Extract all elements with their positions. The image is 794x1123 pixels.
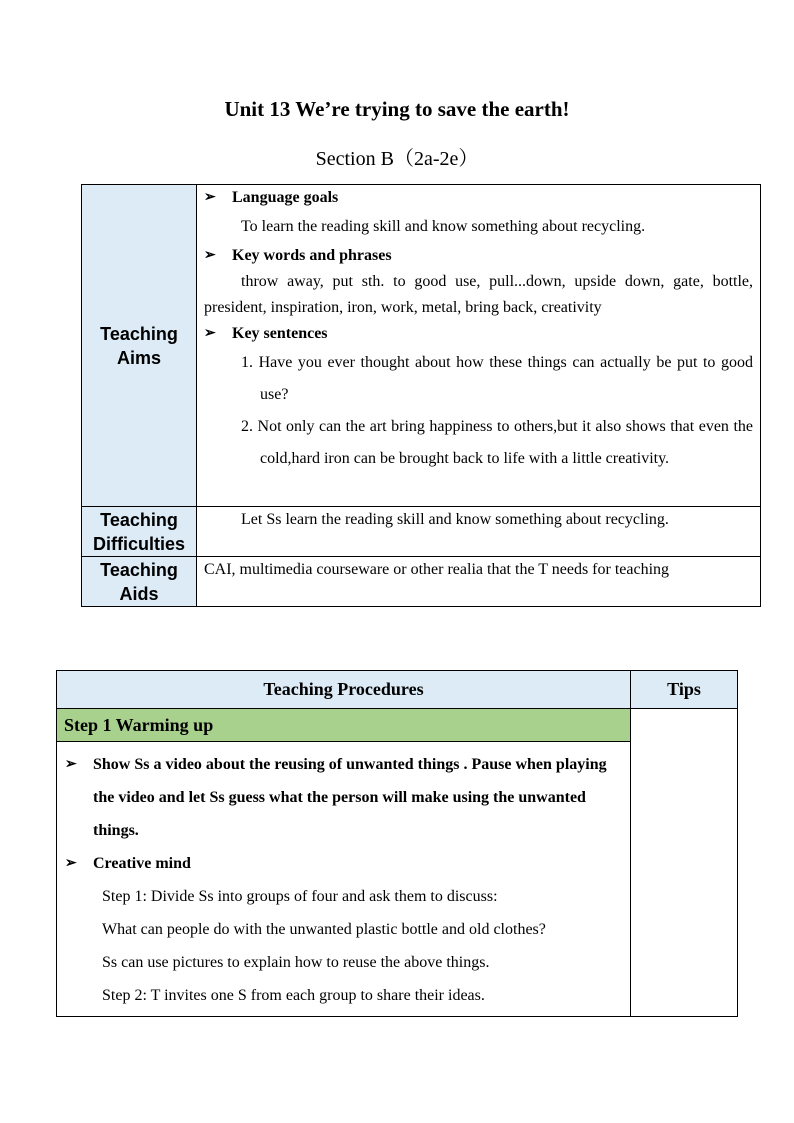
key-words-heading-row xyxy=(204,243,753,269)
creative-step-2-line: Step 2: T invites one S from each group to share their ideas. xyxy=(102,987,485,1004)
key-words-text: throw away, put sth. to good use, pull...down, upside down, gate, bottle, president, inspiration, iron, work, metal, bring back, creativity xyxy=(204,273,753,316)
arrow-bullet-icon: ➢ xyxy=(204,190,216,205)
key-sentence-2: 2. Not only can the art bring happiness to others,but it also shows that even the cold,hard iron can be brought back to life with a little creativity. xyxy=(241,418,753,467)
video-bullet-text: Show Ss a video about the reusing of unwanted things . Pause when playing the video and let Ss guess what the person will make using the unwanted things. xyxy=(93,756,607,839)
tips-header: Tips xyxy=(631,671,738,709)
key-sentences-heading-row xyxy=(204,321,753,347)
language-goals-heading-row xyxy=(204,185,753,211)
arrow-bullet-icon: ➢ xyxy=(65,856,77,871)
arrow-bullet-icon: ➢ xyxy=(204,326,216,341)
creative-pictures-line: Ss can use pictures to explain how to reuse the above things. xyxy=(102,954,490,971)
teaching-aids-text: CAI, multimedia courseware or other realia that the T needs for teaching xyxy=(204,561,670,578)
teaching-difficulties-label: Teaching Difficulties xyxy=(82,507,197,557)
key-words-heading: Key words and phrases xyxy=(232,247,392,264)
page-title: Unit 13 We’re trying to save the earth! xyxy=(224,97,570,121)
language-goals-text: To learn the reading skill and know something about recycling. xyxy=(241,218,646,235)
tips-cell xyxy=(631,709,738,1017)
creative-question-line: What can people do with the unwanted plastic bottle and old clothes? xyxy=(102,921,546,938)
teaching-aids-label: Teaching Aids xyxy=(82,557,197,607)
step-1-content xyxy=(57,742,631,1017)
step-1-heading: Step 1 Warming up xyxy=(57,709,631,742)
key-sentences-heading: Key sentences xyxy=(232,325,328,342)
teaching-aims-label: Teaching Aims xyxy=(82,185,197,507)
creative-mind-text: Creative mind xyxy=(93,855,191,872)
teaching-aims-table xyxy=(81,184,761,607)
arrow-bullet-icon: ➢ xyxy=(65,757,77,772)
teaching-aims-content xyxy=(197,185,761,507)
teaching-procedures-header: Teaching Procedures xyxy=(57,671,631,709)
language-goals-heading: Language goals xyxy=(232,189,339,206)
creative-step-1-line: Step 1: Divide Ss into groups of four and ask them to discuss: xyxy=(102,888,498,905)
key-sentence-1: 1. Have you ever thought about how these things can actually be put to good use? xyxy=(241,354,753,403)
section-subtitle: Section B（2a-2e） xyxy=(315,148,479,170)
arrow-bullet-icon: ➢ xyxy=(204,248,216,263)
teaching-procedures-table xyxy=(56,670,738,1017)
creative-mind-bullet xyxy=(65,847,622,880)
teaching-difficulties-text: Let Ss learn the reading skill and know something about recycling. xyxy=(241,511,669,528)
video-bullet xyxy=(65,748,622,847)
